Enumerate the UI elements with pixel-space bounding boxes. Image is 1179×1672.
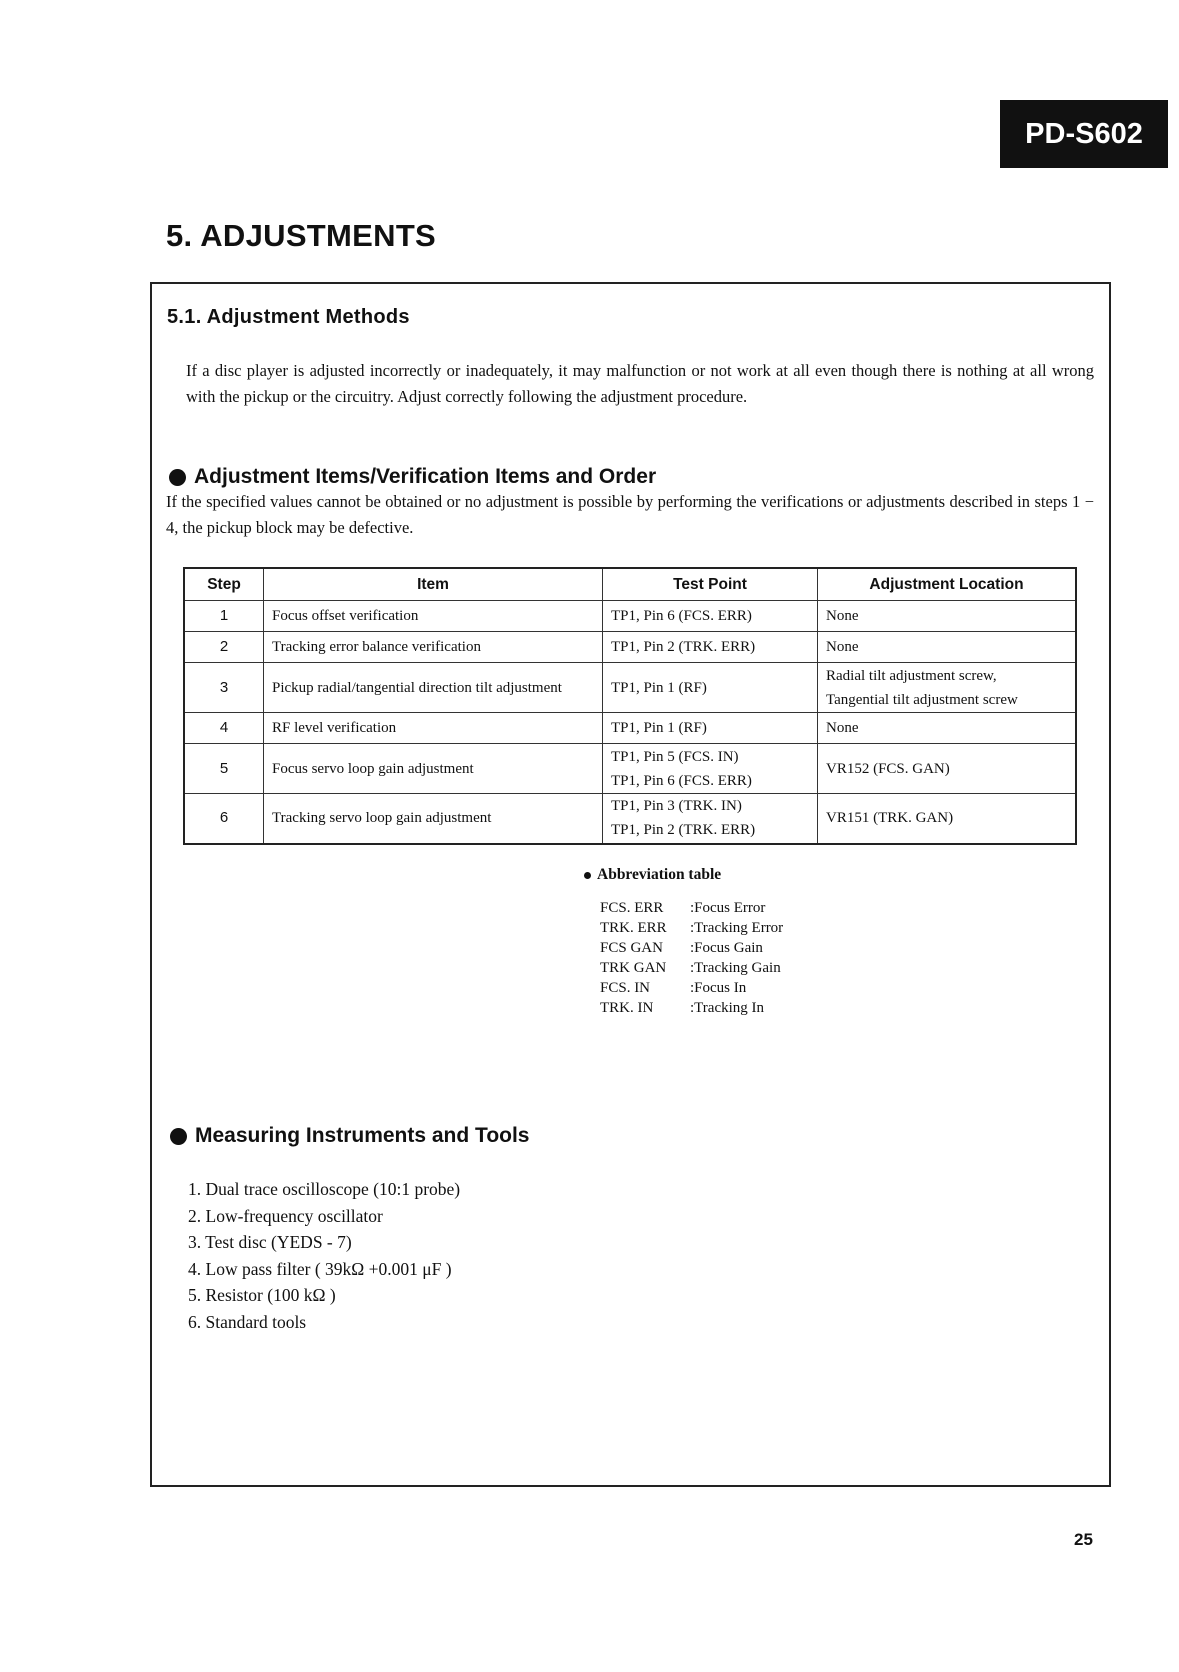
- location-cell: None: [818, 632, 1077, 663]
- test-point-cell: TP1, Pin 3 (TRK. IN) TP1, Pin 2 (TRK. ERR): [603, 794, 818, 844]
- header-adjustment-location: Adjustment Location: [818, 568, 1077, 601]
- step-cell: 4: [184, 713, 264, 744]
- list-item: 1. Dual trace oscilloscope (10:1 probe): [188, 1179, 461, 1199]
- location-cell: Radial tilt adjustment screw, Tangential tilt adjustment screw: [818, 663, 1077, 713]
- item-cell: Tracking error balance verification: [264, 632, 603, 663]
- test-point-cell: TP1, Pin 5 (FCS. IN) TP1, Pin 6 (FCS. ERR): [603, 744, 818, 794]
- list-item: 3. Test disc (YEDS - 7): [188, 1232, 352, 1252]
- abbreviation-meaning: :Focus In: [690, 980, 747, 996]
- intro-paragraph: If a disc player is adjusted incorrectly or inadequately, it may malfunction or not work at all even though there is nothing at all wrong with the pickup or the circuitry. Adjust correctly following the adjustment procedure.: [186, 361, 1094, 406]
- location-cell: None: [818, 713, 1077, 744]
- step-cell: 1: [184, 601, 264, 632]
- tools-list: [188, 1176, 460, 1335]
- abbreviation-meaning: :Focus Error: [690, 900, 766, 916]
- bullet-icon: [170, 1128, 187, 1145]
- tools-heading-text: Measuring Instruments and Tools: [195, 1124, 530, 1147]
- table-row: [184, 744, 1076, 794]
- abbreviation-meaning: :Tracking Error: [690, 920, 784, 936]
- location-cell: VR152 (FCS. GAN): [818, 744, 1077, 794]
- abbreviation-key: FCS. IN: [600, 980, 651, 996]
- abbreviation-key: FCS. ERR: [600, 900, 664, 916]
- header-step: Step: [184, 568, 264, 601]
- step-cell: 6: [184, 794, 264, 844]
- section-title: 5.1. Adjustment Methods: [167, 306, 410, 328]
- item-cell: Pickup radial/tangential direction tilt adjustment: [264, 663, 603, 713]
- order-heading: [169, 465, 656, 489]
- adjustment-table: [183, 567, 1077, 845]
- item-cell: Tracking servo loop gain adjustment: [264, 794, 603, 844]
- abbreviation-title: [584, 866, 721, 884]
- table-row: [184, 794, 1076, 844]
- table-header-row: [184, 568, 1076, 601]
- step-cell: 2: [184, 632, 264, 663]
- abbreviation-key: TRK GAN: [600, 960, 667, 976]
- abbreviation-table: [600, 898, 783, 1018]
- header-item: Item: [264, 568, 603, 601]
- page-number: 25: [1074, 1530, 1093, 1549]
- abbreviation-meaning: :Tracking Gain: [690, 960, 781, 976]
- list-item: 6. Standard tools: [188, 1311, 307, 1332]
- table-row: [184, 601, 1076, 632]
- order-heading-text: Adjustment Items/Verification Items and Order: [194, 465, 657, 488]
- abbreviation-meaning: :Focus Gain: [690, 940, 763, 956]
- chapter-title: 5. ADJUSTMENTS: [166, 218, 437, 253]
- abbreviation-row: [600, 998, 783, 1018]
- bullet-icon: [584, 872, 591, 879]
- bullet-icon: [169, 469, 186, 486]
- table-row: [184, 663, 1076, 713]
- abbreviation-row: [600, 978, 783, 998]
- abbreviation-row: [600, 918, 783, 938]
- abbreviation-key: TRK. IN: [600, 1000, 654, 1016]
- test-point-cell: TP1, Pin 6 (FCS. ERR): [603, 601, 818, 632]
- abbreviation-row: [600, 898, 783, 918]
- item-cell: RF level verification: [264, 713, 603, 744]
- abbreviation-row: [600, 958, 783, 978]
- list-item: 2. Low-frequency oscillator: [188, 1205, 383, 1226]
- abbreviation-meaning: :Tracking In: [690, 1000, 765, 1016]
- test-point-cell: TP1, Pin 1 (RF): [603, 713, 818, 744]
- table-row: [184, 632, 1076, 663]
- model-badge: PD-S602: [1000, 100, 1168, 168]
- abbreviation-row: [600, 938, 783, 958]
- abbreviation-title-text: Abbreviation table: [597, 866, 722, 883]
- test-point-cell: TP1, Pin 2 (TRK. ERR): [603, 632, 818, 663]
- list-item: 4. Low pass filter ( 39kΩ +0.001 μF ): [188, 1258, 452, 1279]
- location-cell: VR151 (TRK. GAN): [818, 794, 1077, 844]
- abbreviation-key: FCS GAN: [600, 940, 663, 956]
- abbreviation-key: TRK. ERR: [600, 920, 667, 936]
- item-cell: Focus offset verification: [264, 601, 603, 632]
- test-point-cell: TP1, Pin 1 (RF): [603, 663, 818, 713]
- step-cell: 5: [184, 744, 264, 794]
- table-row: [184, 713, 1076, 744]
- list-item: 5. Resistor (100 kΩ ): [188, 1285, 336, 1305]
- header-test-point: Test Point: [603, 568, 818, 601]
- order-paragraph: If the specified values cannot be obtained or no adjustment is possible by performing the verifications or adjustments described in steps 1 − 4, the pickup block may be defective.: [166, 492, 1094, 537]
- location-cell: None: [818, 601, 1077, 632]
- tools-heading: [170, 1124, 529, 1148]
- step-cell: 3: [184, 663, 264, 713]
- item-cell: Focus servo loop gain adjustment: [264, 744, 603, 794]
